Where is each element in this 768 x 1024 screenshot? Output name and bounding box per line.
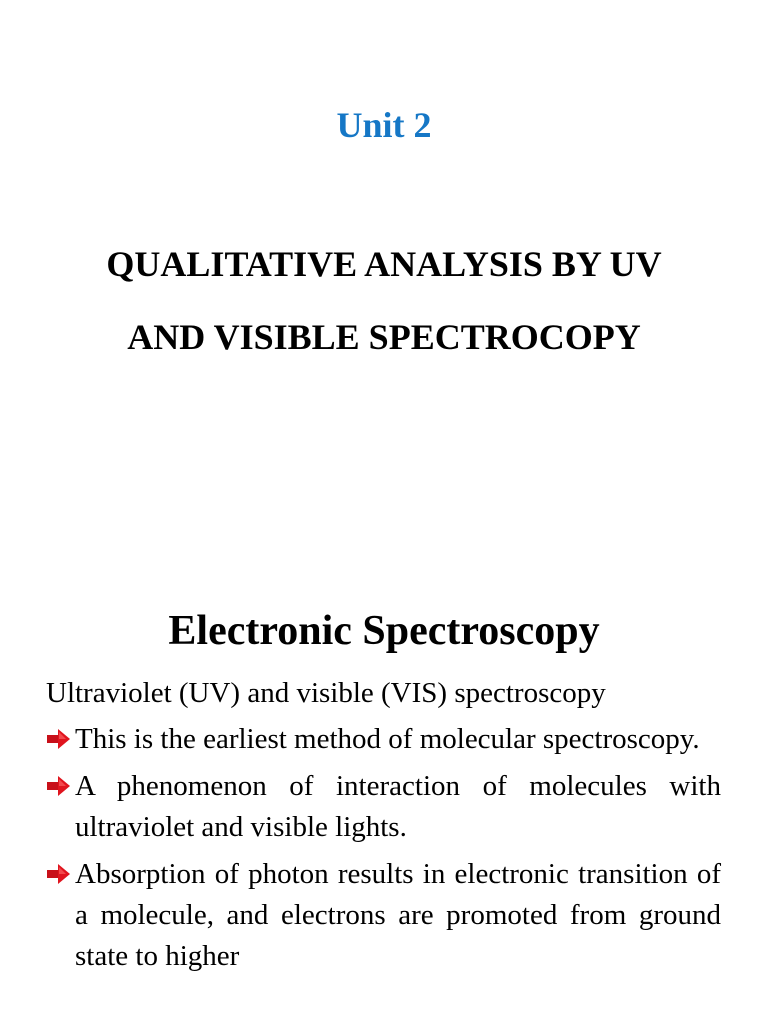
main-title-line-1: QUALITATIVE ANALYSIS BY UV — [106, 244, 662, 284]
main-title-line-2: AND VISIBLE SPECTROCOPY — [127, 317, 641, 357]
bullet-item — [46, 766, 721, 848]
bullet-item — [46, 854, 721, 977]
main-title — [30, 228, 738, 374]
bullet-item — [46, 719, 721, 760]
bullet-text: A phenomenon of interaction of molecules with ultraviolet and visible lights. — [75, 770, 721, 843]
bullet-text: Absorption of photon results in electronic transition of a molecule, and electrons are promoted from ground state to higher — [75, 858, 721, 972]
slide-heading: Electronic Spectroscopy — [168, 608, 600, 654]
content-slide — [0, 560, 768, 1024]
red-arrow-icon — [46, 775, 71, 797]
red-arrow-icon — [46, 863, 71, 885]
bullet-list — [46, 719, 721, 983]
unit-title: Unit 2 — [336, 105, 432, 145]
red-arrow-icon — [46, 728, 71, 750]
bullet-text: This is the earliest method of molecular spectroscopy. — [75, 723, 700, 755]
intro-line: Ultraviolet (UV) and visible (VIS) spectroscopy — [46, 677, 606, 709]
